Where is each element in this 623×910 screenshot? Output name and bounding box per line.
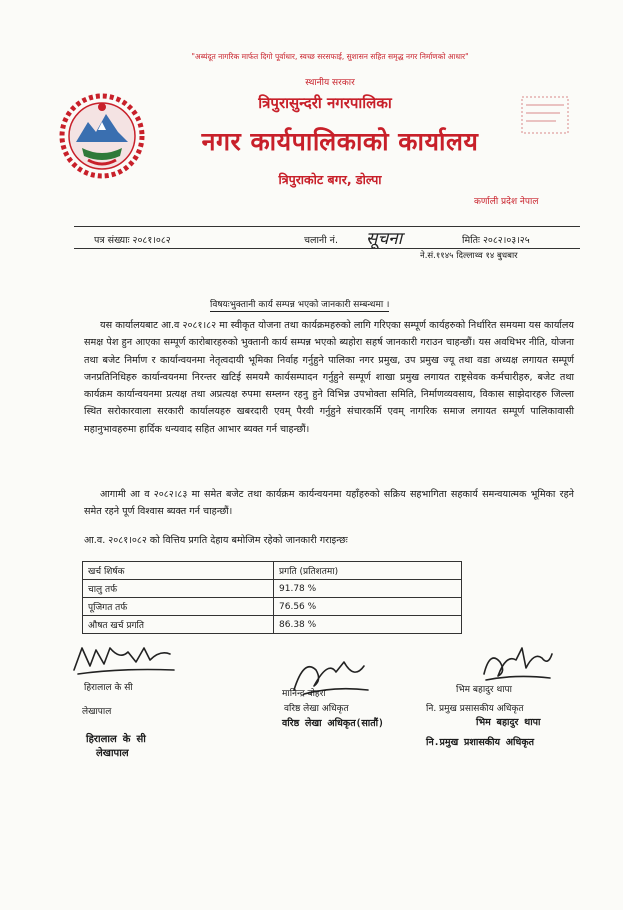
body-paragraph-1: यस कार्यालयबाट आ.व २०८१।८२ मा स्वीकृत योजना तथा कार्यक्रमहरुको लागि गरिएका सम्पूर्ण कार्यहरुको निर्धारित समयमा यस कार्यालय समक्ष पेश हुन आएका सम्पूर्ण कारोबारहरुको भुक्तानी कार्य सम्पन्न भएको ब्यहोरा सहर्ष जानकारी गराउन चाहन्छौं। यस अवधिभर नीति, योजना तथा बजेट निर्माण र कार्यान्वयनमा नेतृत्वदायी भूमिका निर्वाह गर्नुहुने पालिका नगर प्रमुख, उप प्रमुख ज्यू तथा वडा अध्यक्ष लगायत सम्पूर्ण जनप्रतिनिधिहरु कार्यान्वयनमा निरन्तर खटिई समयमै कार्यसम्पादन गर्नुहुने सम्पूर्ण शाखा प्रमुख लगायत राष्ट्रसेवक कर्मचारीहरु, बजेट तथा कार्यक्रम कार्यान्वयनमा प्रत्यक्ष तथा अप्रत्यक्ष रुपमा सम्लग्न रहनु हुने विभिन्न उपभोक्ता समिति, निर्माणव्यवसाय, विकास साझेदारहरु जिल्ला स्थित सरोकारवाला सरकारी कार्यालयहरु खबरदारी एवम् पैरवी गर्नुहुने संचारकर्मि एवम् नागरिक समाज लगायत सम्पूर्ण पालिकावासी महानुभावहरुमा हार्दिक धन्यवाद सहित आभार ब्यक्त गर्न चाहन्छौं। bbox=[84, 320, 574, 435]
table-header-row bbox=[83, 562, 462, 580]
signatory-left-stamp-title: लेखापाल bbox=[96, 748, 129, 759]
office-address: त्रिपुराकोट बगर, डोल्पा bbox=[278, 172, 382, 187]
table-cell: चालु तर्फ bbox=[83, 580, 274, 598]
province-label: कर्णाली प्रदेश नेपाल bbox=[474, 197, 539, 207]
signatory-left-name: हिरालाल के सी bbox=[84, 683, 133, 693]
signatory-right-stamp-name: भिम बहादुर थापा bbox=[476, 717, 541, 728]
signatory-right-title: नि. प्रमुख प्रसासकीय अधिकृत bbox=[426, 704, 524, 714]
government-label: स्थानीय सरकार bbox=[305, 78, 355, 88]
letter-date: मितिः २०८२।०३।२५ bbox=[462, 235, 530, 246]
header-rule-top bbox=[74, 226, 580, 227]
table-cell: 91.78 % bbox=[274, 580, 462, 598]
table-cell: पूजिगत तर्फ bbox=[83, 598, 274, 616]
body-paragraph-3: आ.व. २०८१।०८२ को वित्तिय प्रगति देहाय बमोजिम रहेको जानकारी गराइन्छः bbox=[84, 535, 348, 546]
signatory-left-title: लेखापाल bbox=[82, 707, 112, 717]
table-cell: 86.38 % bbox=[274, 616, 462, 634]
body-paragraph-2: आगामी आ व २०८२।८३ मा समेत बजेट तथा कार्यक्रम कार्यन्वयनमा यहाँहरुको सक्रिय सहभागिता सहकार्य समन्वयात्मक भूमिका रहने समेत रहने पूर्ण विश्वास ब्यक्त गर्न चाहन्छौं। bbox=[84, 489, 574, 518]
office-title: नगर कार्यपालिकाको कार्यालय bbox=[201, 127, 479, 156]
letter-number: पत्र संख्याः २०८१।०८२ bbox=[94, 235, 171, 246]
header-rule-bottom bbox=[74, 248, 580, 249]
municipality-name: त्रिपुरासुन्दरी नगरपालिका bbox=[258, 94, 392, 112]
financial-progress-table bbox=[82, 561, 462, 634]
table-cell: 76.56 % bbox=[274, 598, 462, 616]
table-cell: औषत खर्च प्रगति bbox=[83, 616, 274, 634]
signatory-left-stamp-name: हिरालाल के सी bbox=[86, 734, 146, 745]
signatory-right-name: भिम बहादुर थापा bbox=[456, 685, 512, 695]
nepal-sambat-date: ने.सं.११४५ दिल्लाथ्व १४ बुधबार bbox=[420, 251, 518, 261]
table-row bbox=[83, 580, 462, 598]
motto-text: "अब्यंदूत नागरिक मार्फत दिगो पूर्वाधार, स्वच्छ सरसफाई, सुशासन सहित समृद्ध नगर निर्माणको आधार" bbox=[191, 52, 469, 61]
table-row bbox=[83, 616, 462, 634]
chalani-value: सूचना bbox=[366, 229, 403, 249]
signature-left-icon bbox=[70, 640, 180, 678]
table-header-cell: प्रगति (प्रतिशतमा) bbox=[274, 562, 462, 580]
signatory-middle-stamp: वरिष्ठ लेखा अधिकृत(सातौं) bbox=[282, 718, 384, 729]
chalani-label: चलानी नं. bbox=[304, 235, 338, 246]
table-header-cell: खर्च शिर्षक bbox=[83, 562, 274, 580]
nepal-emblem-icon bbox=[58, 92, 146, 180]
table-row bbox=[83, 598, 462, 616]
signatory-middle-name: मानिन्द्र बोहरा bbox=[282, 689, 326, 699]
reference-row bbox=[78, 230, 578, 248]
signatory-middle-title: वरिष्ठ लेखा अधिकृत bbox=[284, 704, 349, 714]
signatory-right-stamp-title: नि.प्रमुख प्रशासकीय अधिकृत bbox=[426, 737, 535, 748]
received-stamp-icon bbox=[520, 95, 570, 135]
signature-right-icon bbox=[476, 640, 556, 684]
subject-line: विषयःभुक्तानी कार्य सम्पन्न भएको जानकारी सम्बन्धमा । bbox=[210, 297, 389, 312]
